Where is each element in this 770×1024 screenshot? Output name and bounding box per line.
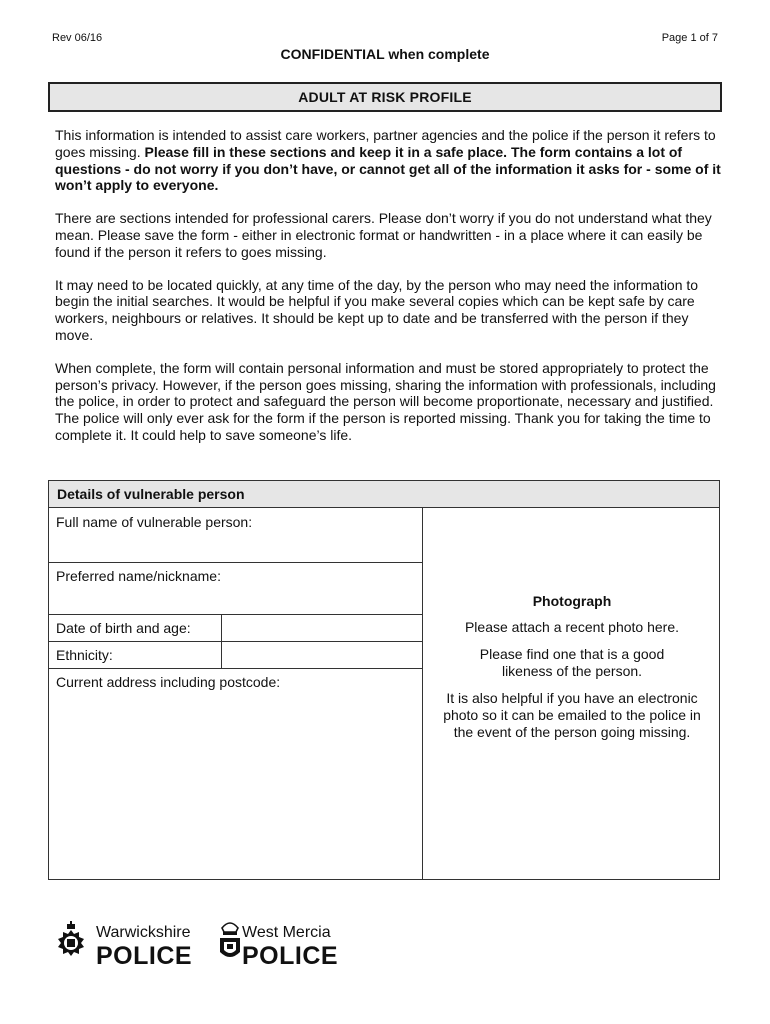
west-mercia-police: POLICE xyxy=(242,942,339,970)
dob-label-cell xyxy=(49,614,221,641)
full-name-field[interactable] xyxy=(49,508,422,562)
dob-input[interactable] xyxy=(221,614,422,641)
intro-p1-bold: Please fill in these sections and keep it in a safe place. The form contains a lot of questions - do not worry if you don’t have, or cannot get all of the information it asks for - some of it won’t apply to everyone. xyxy=(55,143,721,194)
photograph-title: Photograph xyxy=(532,593,612,609)
preferred-name-label: Preferred name/nickname: xyxy=(56,568,221,584)
confidential-notice: CONFIDENTIAL when complete xyxy=(280,46,490,62)
photograph-instruction-3: It is also helpful if you have an electronic photo so it can be emailed to the police in the event of the person going missing. xyxy=(443,690,701,740)
warwickshire-name: Warwickshire xyxy=(96,924,191,941)
intro-text xyxy=(55,127,725,460)
photograph-instruction-2: Please find one that is a good likeness of the person. xyxy=(479,646,665,679)
intro-paragraph-1 xyxy=(55,127,725,194)
full-name-label: Full name of vulnerable person: xyxy=(56,514,253,530)
west-mercia-crest-icon xyxy=(216,918,244,968)
ethnicity-label-cell xyxy=(49,641,221,668)
dob-label: Date of birth and age: xyxy=(56,620,191,636)
police-logos xyxy=(52,918,372,972)
form-title-text: ADULT AT RISK PROFILE xyxy=(298,89,472,105)
warwickshire-crest-icon xyxy=(52,920,90,970)
revision-label: Rev 06/16 xyxy=(52,32,103,44)
intro-paragraph-4: When complete, the form will contain personal information and must be stored appropriately to protect the person’s privacy. However, if the person goes missing, sharing the information with professionals, including the police, in order to protect and safeguard the person will become proportionate, necessary and justified. The police will only ever ask for the form if the person is reported missing. Thank you for taking the time to complete it. It could help to save someone’s life. xyxy=(55,359,716,443)
intro-paragraph-3: It may need to be located quickly, at any time of the day, by the person who may need the information to begin the initial searches. It would be helpful if you make several copies which can be kept safe by care workers, neighbours or relatives. It should be kept up to date and be transferred with the person if they move. xyxy=(55,276,699,343)
form-title xyxy=(48,82,722,112)
intro-paragraph-2: There are sections intended for professional carers. Please don’t worry if you do not understand what they mean. Please save the form - either in electronic format or handwritten - in a place where it can easily be found if the person it refers to goes missing. xyxy=(55,210,712,260)
photograph-area[interactable] xyxy=(423,508,721,751)
details-table xyxy=(48,480,720,880)
address-label: Current address including postcode: xyxy=(56,674,281,690)
ethnicity-input[interactable] xyxy=(221,641,422,668)
photograph-instruction-1: Please attach a recent photo here. xyxy=(464,619,680,635)
address-field[interactable] xyxy=(49,668,422,880)
ethnicity-label: Ethnicity: xyxy=(56,647,113,663)
west-mercia-name: West Mercia xyxy=(242,924,331,941)
intro-p1-normal: This information is intended to assist care workers, partner agencies and the police if the person it refers to goes missing. xyxy=(55,127,716,160)
preferred-name-field[interactable] xyxy=(49,562,422,614)
page-number: Page 1 of 7 xyxy=(661,32,718,44)
details-heading: Details of vulnerable person xyxy=(49,481,719,508)
warwickshire-police: POLICE xyxy=(96,942,193,970)
